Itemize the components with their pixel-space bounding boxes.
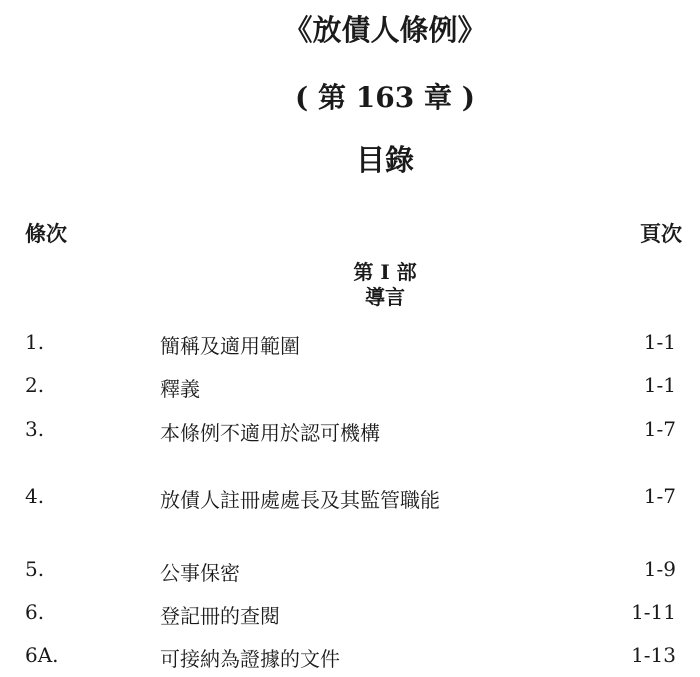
section-column-header: 條次 xyxy=(25,222,67,246)
entry-title: 可接納為證據的文件 xyxy=(160,647,340,671)
entry-page: 1-7 xyxy=(643,417,676,441)
entry-page: 1-9 xyxy=(643,557,676,581)
toc-entry xyxy=(0,643,700,673)
entry-page: 1-1 xyxy=(643,373,676,397)
entry-number: 3. xyxy=(25,417,45,441)
entry-title: 放債人註冊處處長及其監管職能 xyxy=(160,488,440,512)
toc-entry xyxy=(0,484,700,514)
entry-page: 1-11 xyxy=(631,600,676,624)
entry-number: 4. xyxy=(25,484,45,508)
entry-page: 1-13 xyxy=(631,643,676,667)
entry-title: 釋義 xyxy=(160,377,200,401)
contents-heading: 目錄 xyxy=(355,143,414,177)
toc-entry xyxy=(0,557,700,587)
entry-page: 1-1 xyxy=(643,330,676,354)
entry-number: 6. xyxy=(25,600,45,624)
toc-entry xyxy=(0,417,700,447)
entry-page: 1-7 xyxy=(643,484,676,508)
entry-title: 公事保密 xyxy=(160,561,240,585)
chapter-number: ( 第 163 章 ) xyxy=(295,81,475,114)
entry-number: 2. xyxy=(25,373,45,397)
entry-title: 本條例不適用於認可機構 xyxy=(160,421,380,445)
page-column-header: 頁次 xyxy=(640,222,682,246)
entry-number: 5. xyxy=(25,557,45,581)
toc-entry xyxy=(0,600,700,630)
entry-number: 6A. xyxy=(25,643,59,667)
part-number: 第 I 部 xyxy=(353,260,417,284)
toc-entry xyxy=(0,330,700,360)
entry-title: 登記冊的查閱 xyxy=(160,604,280,628)
document-title: 《放債人條例》 xyxy=(283,13,487,47)
part-title: 導言 xyxy=(365,285,405,309)
toc-entry xyxy=(0,373,700,403)
entry-number: 1. xyxy=(25,330,45,354)
entry-title: 簡稱及適用範圍 xyxy=(160,334,300,358)
